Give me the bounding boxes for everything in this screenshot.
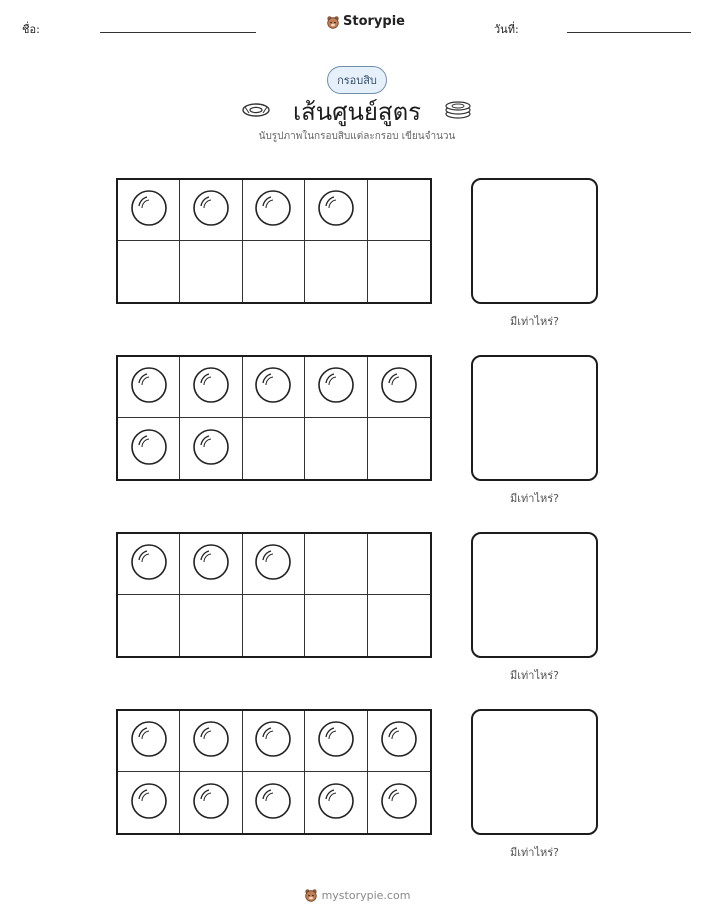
ten-frame-cell xyxy=(243,711,305,772)
footer-url[interactable]: mystorypie.com xyxy=(321,888,411,902)
brand-logo xyxy=(326,14,405,29)
ten-frame-cell xyxy=(305,357,367,418)
bubble-icon xyxy=(317,366,355,408)
ten-frame-cell xyxy=(118,711,180,772)
ten-frame-cell xyxy=(368,711,430,772)
ten-frame-cell xyxy=(180,534,242,595)
ten-frame-cell xyxy=(243,534,305,595)
date-label: วันที่: xyxy=(494,23,519,36)
answer-box[interactable] xyxy=(471,532,598,658)
ten-frame xyxy=(116,709,432,835)
ten-frame-cell xyxy=(368,772,430,833)
bear-mascot-icon xyxy=(304,888,318,902)
ten-frame-cell xyxy=(118,772,180,833)
ten-frame-cell xyxy=(180,595,242,656)
ten-frame-cell xyxy=(180,357,242,418)
topic-badge: กรอบสิบ xyxy=(327,66,387,94)
bubble-icon xyxy=(130,782,168,824)
title-text: เส้นศูนย์สูตร xyxy=(292,98,422,126)
ten-frame-cell xyxy=(118,180,180,241)
ten-frame-cell xyxy=(180,772,242,833)
ten-frame-cell xyxy=(305,772,367,833)
bubble-icon xyxy=(380,782,418,824)
instructions: นับรูปภาพในกรอบสิบแต่ละกรอบ เขียนจำนวน xyxy=(258,131,456,142)
ten-frame xyxy=(116,355,432,481)
ten-frame-cell xyxy=(118,418,180,479)
bubble-icon xyxy=(192,543,230,585)
date-line[interactable] xyxy=(567,32,691,33)
bubble-icon xyxy=(192,189,230,231)
coin-stack-icon xyxy=(443,98,473,126)
ten-frame-cell xyxy=(180,418,242,479)
ten-frame xyxy=(116,178,432,304)
bubble-icon xyxy=(130,543,168,585)
ten-frame-cell xyxy=(243,357,305,418)
bubble-icon xyxy=(130,428,168,470)
bubble-icon xyxy=(192,720,230,762)
bubble-icon xyxy=(380,366,418,408)
answer-box[interactable] xyxy=(471,178,598,304)
bubble-icon xyxy=(254,543,292,585)
bubble-icon xyxy=(192,428,230,470)
ten-frame-cell xyxy=(180,180,242,241)
ten-frame-cell xyxy=(118,241,180,302)
bubble-icon xyxy=(192,366,230,408)
ten-frame-cell xyxy=(305,534,367,595)
ten-frame-cell xyxy=(243,180,305,241)
ten-frame-cell xyxy=(305,241,367,302)
bubble-icon xyxy=(254,189,292,231)
ten-frame-cell xyxy=(368,357,430,418)
bubble-icon xyxy=(130,366,168,408)
bubble-icon xyxy=(317,782,355,824)
ten-frame-cell xyxy=(118,534,180,595)
ten-frame-cell xyxy=(243,418,305,479)
name-line[interactable] xyxy=(100,32,256,33)
bubble-icon xyxy=(130,720,168,762)
bubble-icon xyxy=(254,366,292,408)
bear-mascot-icon xyxy=(326,15,340,29)
bubble-icon xyxy=(317,720,355,762)
answer-box[interactable] xyxy=(471,355,598,481)
ten-frame xyxy=(116,532,432,658)
bubble-icon xyxy=(317,189,355,231)
ten-frame-cell xyxy=(305,711,367,772)
footer xyxy=(0,888,714,902)
how-many-label: มีเท่าไหร่? xyxy=(510,846,559,859)
ten-frame-cell xyxy=(243,241,305,302)
ten-frame-cell xyxy=(243,595,305,656)
ten-frame-cell xyxy=(305,595,367,656)
page-title xyxy=(0,92,714,131)
life-ring-icon xyxy=(241,98,271,126)
bubble-icon xyxy=(130,189,168,231)
how-many-label: มีเท่าไหร่? xyxy=(510,492,559,505)
bubble-icon xyxy=(254,720,292,762)
how-many-label: มีเท่าไหร่? xyxy=(510,669,559,682)
bubble-icon xyxy=(254,782,292,824)
name-label: ชื่อ: xyxy=(22,23,40,36)
answer-box[interactable] xyxy=(471,709,598,835)
brand-name: Storypie xyxy=(343,14,405,29)
ten-frame-cell xyxy=(368,418,430,479)
ten-frame-cell xyxy=(305,418,367,479)
how-many-label: มีเท่าไหร่? xyxy=(510,315,559,328)
ten-frame-cell xyxy=(368,534,430,595)
ten-frame-cell xyxy=(305,180,367,241)
ten-frame-cell xyxy=(243,772,305,833)
ten-frame-cell xyxy=(118,357,180,418)
ten-frame-cell xyxy=(368,241,430,302)
ten-frame-cell xyxy=(118,595,180,656)
ten-frame-cell xyxy=(180,241,242,302)
bubble-icon xyxy=(380,720,418,762)
ten-frame-cell xyxy=(180,711,242,772)
bubble-icon xyxy=(192,782,230,824)
ten-frame-cell xyxy=(368,595,430,656)
ten-frame-cell xyxy=(368,180,430,241)
